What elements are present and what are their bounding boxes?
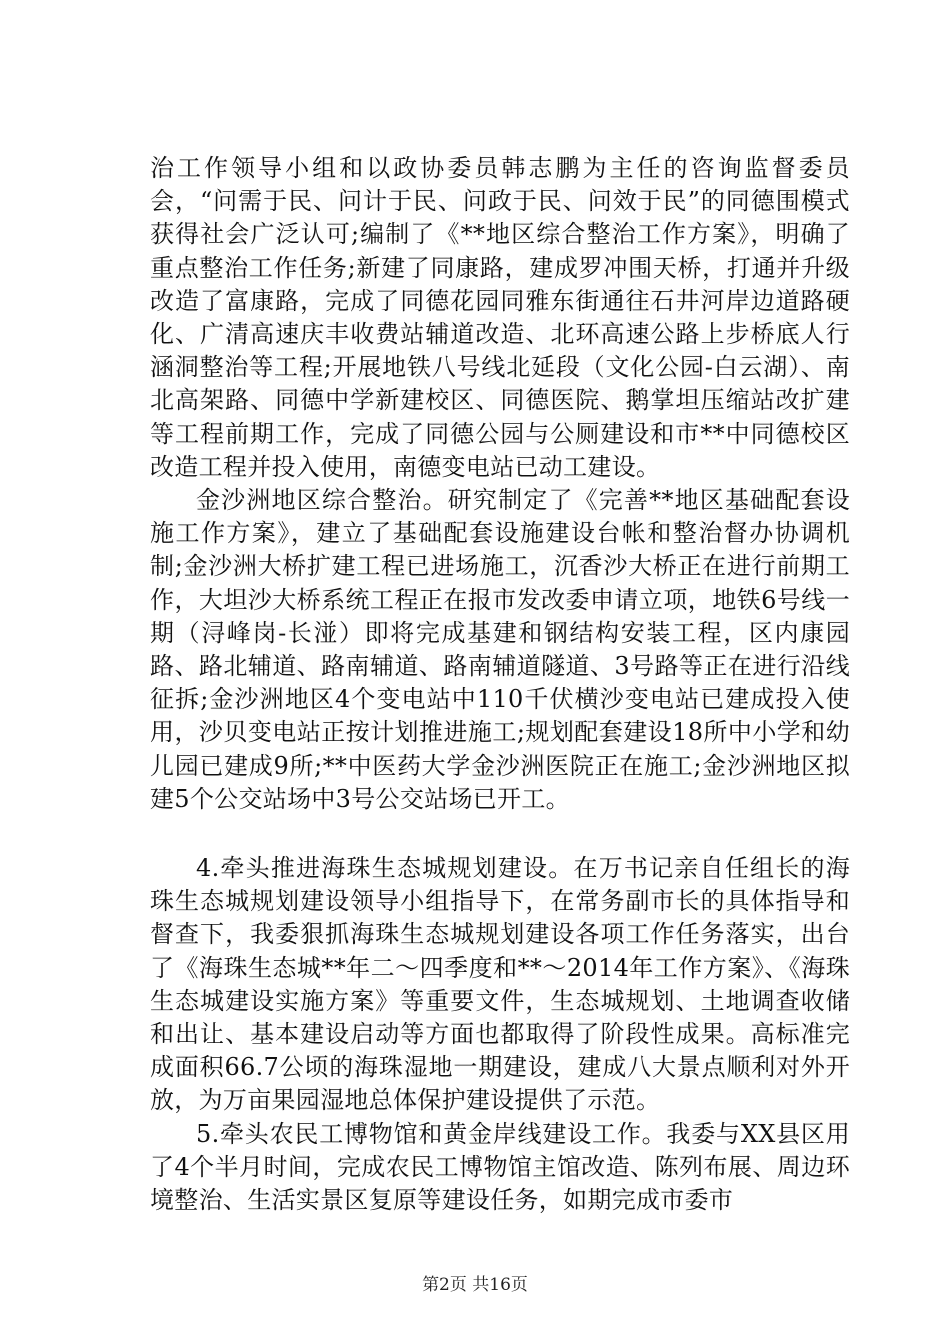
document-body xyxy=(150,152,850,1217)
paragraph-item-4: 4.牵头推进海珠生态城规划建设。在万书记亲自任组长的海珠生态城规划建设领导小组指导下，在常务副市长的具体指导和督查下，我委狠抓海珠生态城规划建设各项工作任务落实，出台了《海珠生态城**年二～四季度和**～2014年工作方案》、《海珠生态城建设实施方案》等重要文件，生态城规划、土地调查收储和出让、基本建设启动等方面也都取得了阶段性成果。高标准完成面积66.7公顷的海珠湿地一期建设，建成八大景点顺利对外开放，为万亩果园湿地总体保护建设提供了示范。 xyxy=(150,854,850,1115)
paragraph-item-5: 5.牵头农民工博物馆和黄金岸线建设工作。我委与XX县区用了4个半月时间，完成农民工博物馆主馆改造、陈列布展、周边环境整治、生活实景区复原等建设任务，如期完成市委市 xyxy=(150,1119,850,1215)
paragraph-spacer xyxy=(150,816,850,852)
paragraph-continuation: 治工作领导小组和以政协委员韩志鹏为主任的咨询监督委员会，“问需于民、问计于民、问政于民、问效于民”的同德围模式获得社会广泛认可;编制了《**地区综合整治工作方案》，明确了重点整治工作任务;新建了同康路，建成罗冲围天桥，打通并升级改造了富康路，完成了同德花园同雅东街通往石井河岸边道路硬化、广清高速庆丰收费站辅道改造、北环高速公路上步桥底人行涵洞整治等工程;开展地铁八号线北延段（文化公园-白云湖）、南北高架路、同德中学新建校区、同德医院、鹅掌坦压缩站改扩建等工程前期工作，完成了同德公园与公厕建设和市**中同德校区改造工程并投入使用，南德变电站已动工建设。 xyxy=(150,154,850,481)
paragraph-jinshazhou: 金沙洲地区综合整治。研究制定了《完善**地区基础配套设施工作方案》，建立了基础配套设施建设台帐和整治督办协调机制;金沙洲大桥扩建工程已进场施工，沉香沙大桥正在进行前期工作，大坦沙大桥系统工程正在报市发改委申请立项，地铁6号线一期（浔峰岗-长湴）即将完成基建和钢结构安装工程，区内康园路、路北辅道、路南辅道、路南辅道隧道、3号路等正在进行沿线征拆;金沙洲地区4个变电站中110千伏横沙变电站已建成投入使用，沙贝变电站正按计划推进施工;规划配套建设18所中小学和幼儿园已建成9所;**中医药大学金沙洲医院正在施工;金沙洲地区拟建5个公交站场中3号公交站场已开工。 xyxy=(150,486,850,813)
page-footer: 第2页 共16页 xyxy=(422,1275,528,1295)
